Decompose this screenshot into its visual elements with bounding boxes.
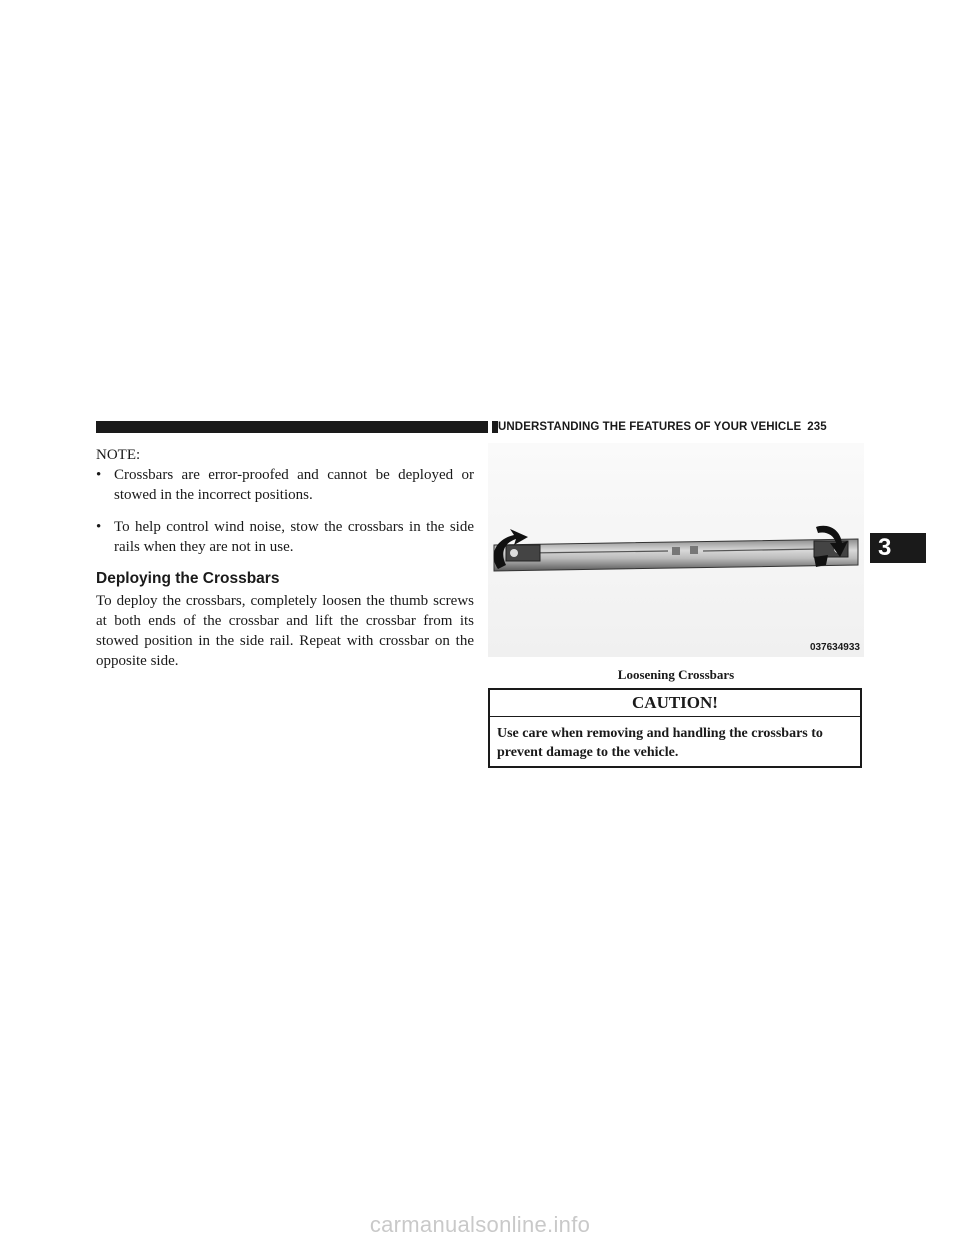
crossbar-clip [690,546,698,554]
note-label: NOTE: [96,447,141,463]
bullet-icon: • [96,519,102,535]
crossbar-figure [488,443,864,657]
bullet-item [96,517,474,557]
running-header-title: UNDERSTANDING THE FEATURES OF YOUR VEHICLE [498,421,802,433]
left-column [96,445,474,671]
caution-box [488,688,862,768]
crossbar-clip [672,547,680,555]
header-rule-left [96,421,488,433]
bullet-text: Crossbars are error-proofed and cannot be deployed or stowed in the incorrect positions. [114,467,474,503]
figure-caption: Loosening Crossbars [617,667,735,682]
running-header [498,419,866,435]
screw-head-icon [510,549,518,557]
body-paragraph: To deploy the crossbars, completely loosen the thumb screws at both ends of the crossbar and lift the crossbar from its stowed position in the side rail. Repeat with crossbar on the opposite side. [96,593,474,669]
bullet-text: To help control wind noise, stow the crossbars in the side rails when they are not in use. [114,519,474,555]
bullet-icon: • [96,467,102,483]
caution-text: Use care when removing and handling the crossbars to prevent damage to the vehicle. [497,726,823,760]
caution-title: CAUTION! [490,690,860,717]
bullet-item [96,465,474,505]
section-heading: Deploying the Crossbars [96,570,280,587]
crossbar-illustration [488,443,864,657]
image-code: 037634933 [809,642,860,653]
watermark: carmanualsonline.info [369,1212,591,1237]
chapter-tab: 3 [870,533,926,563]
page-number: 235 [807,421,827,433]
